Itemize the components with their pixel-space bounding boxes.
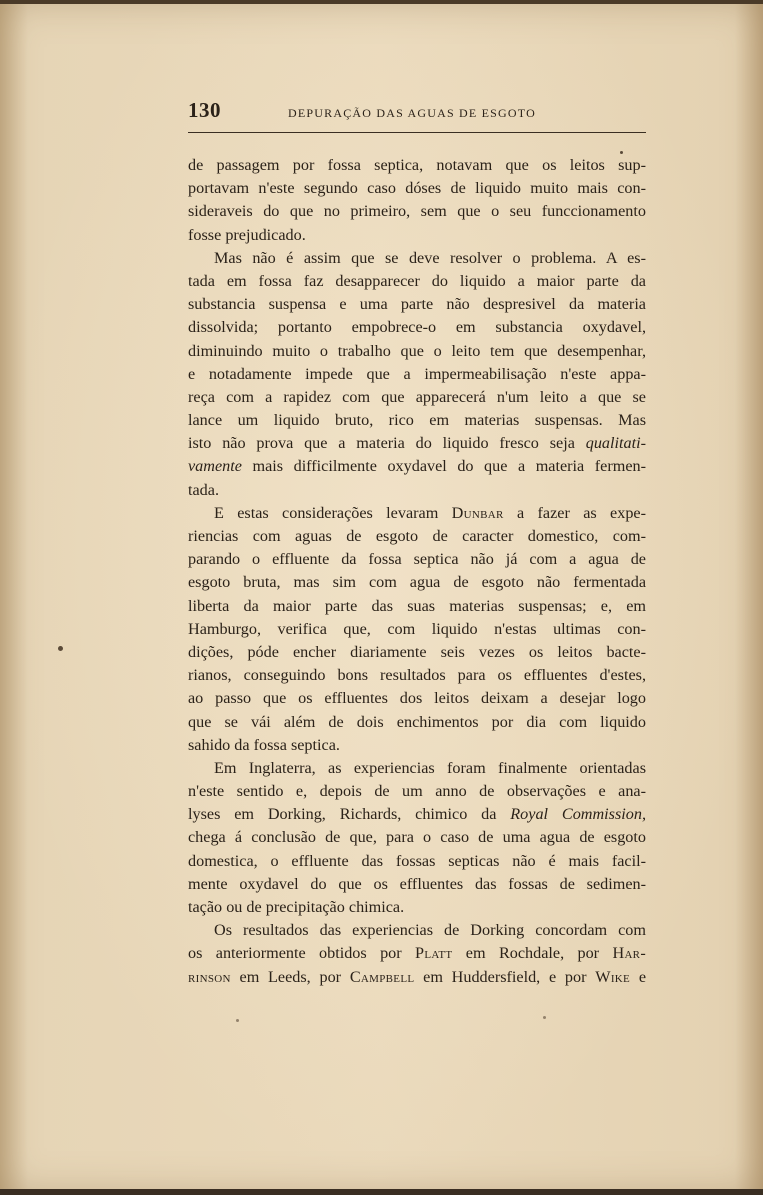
text-line: Os resultados das experiencias de Dorking concordam com — [214, 921, 646, 940]
text-line: chega á conclusão de que, para o caso de uma agua de esgoto — [188, 828, 646, 847]
text-line: sideraveis do que no primeiro, sem que o seu funccionamento — [188, 202, 646, 221]
author-name: Har- — [612, 944, 646, 963]
scan-top-edge — [0, 0, 763, 4]
author-name: Wike — [595, 967, 631, 986]
page-header — [188, 98, 646, 128]
text-line: n'este sentido e, depois de um anno de observações e ana- — [188, 782, 646, 801]
scan-speck — [620, 151, 623, 154]
text-line: sahido da fossa septica. — [188, 735, 340, 754]
text-line: esgoto bruta, mas sim com agua de esgoto não fermentada — [188, 573, 646, 592]
text-line: tada. — [188, 480, 220, 499]
author-name: rinson — [188, 967, 231, 986]
text-line: de passagem por fossa septica, notavam que os leitos sup- — [188, 156, 646, 174]
text-line: parando o effluente da fossa septica não já com a agua de — [188, 550, 646, 569]
text-line: ao passo que os effluentes dos leitos deixam a desejar logo — [188, 689, 646, 708]
text-line: fosse prejudicado. — [188, 225, 306, 244]
scan-speck — [543, 1016, 546, 1019]
text-line: riencias com aguas de esgoto de caracter domestico, com- — [188, 527, 646, 545]
text-line: tada em fossa faz desapparecer do liquido a maior parte da — [188, 271, 646, 290]
running-title: DEPURAÇÃO DAS AGUAS DE ESGOTO — [288, 106, 536, 120]
text-line: dissolvida; portanto empobrece-o em substancia oxydavel, — [188, 318, 646, 337]
text-line: diminuindo muito o trabalho que o leito tem que desempenhar, — [188, 341, 646, 360]
body-text — [188, 154, 646, 989]
text-line: lyses em Dorking, Richards, chimico da Royal Commission, — [188, 805, 646, 824]
text-line: portavam n'este segundo caso dóses de liquido muito mais con- — [188, 179, 646, 198]
text-line: dições, póde encher diariamente seis vezes os leitos bacte- — [188, 642, 646, 661]
text-line: tação ou de precipitação chimica. — [188, 898, 405, 916]
text-line: substancia suspensa e uma parte não despresivel da materia — [188, 295, 646, 314]
author-name: Campbell — [349, 967, 415, 986]
scan-speck — [236, 1019, 239, 1022]
text-line: lance um liquido bruto, rico em materias suspensas. Mas — [188, 411, 646, 430]
text-line: Mas não é assim que se deve resolver o problema. A es- — [214, 248, 646, 267]
text-line: reça com a rapidez com que apparecerá n'um leito a que se — [188, 387, 646, 406]
scan-bottom-edge — [0, 1189, 763, 1195]
italic-term: qualitati- — [585, 434, 646, 453]
text-line: liberta da maior parte das suas materias suspensas; e, em — [188, 596, 646, 615]
page-number: 130 — [188, 98, 221, 122]
text-line: E estas considerações levaram Dunbar a fazer as expe- — [214, 503, 646, 522]
author-name: Platt — [415, 944, 453, 963]
text-line: mente oxydavel do que os effluentes das fossas de sedimen- — [188, 874, 646, 893]
scan-speck — [58, 646, 63, 651]
text-line: e notadamente impede que a impermeabilisação n'este appa- — [188, 364, 646, 383]
text-line: vamente mais difficilmente oxydavel do que a materia fermen- — [188, 457, 646, 476]
text-line: rinson em Leeds, por Campbell em Huddersfield, e por Wike e — [188, 967, 646, 986]
italic-term: vamente — [188, 457, 242, 476]
author-name: Dunbar — [451, 503, 504, 522]
text-line: os anteriormente obtidos por Platt em Rochdale, por Har- — [188, 944, 646, 963]
header-rule — [188, 132, 646, 133]
text-line: isto não prova que a materia do liquido fresco seja qualitati- — [188, 434, 646, 453]
text-line: Hamburgo, verifica que, com liquido n'estas ultimas con- — [188, 619, 646, 638]
italic-term: Royal Commission, — [510, 805, 646, 824]
text-line: domestica, o effluente das fossas septicas não é mais facil- — [188, 851, 646, 870]
text-line: que se vái além de dois enchimentos por dia com liquido — [188, 712, 646, 731]
text-line: Em Inglaterra, as experiencias foram finalmente orientadas — [214, 758, 646, 777]
text-line: rianos, conseguindo bons resultados para os effluentes d'estes, — [188, 666, 646, 685]
